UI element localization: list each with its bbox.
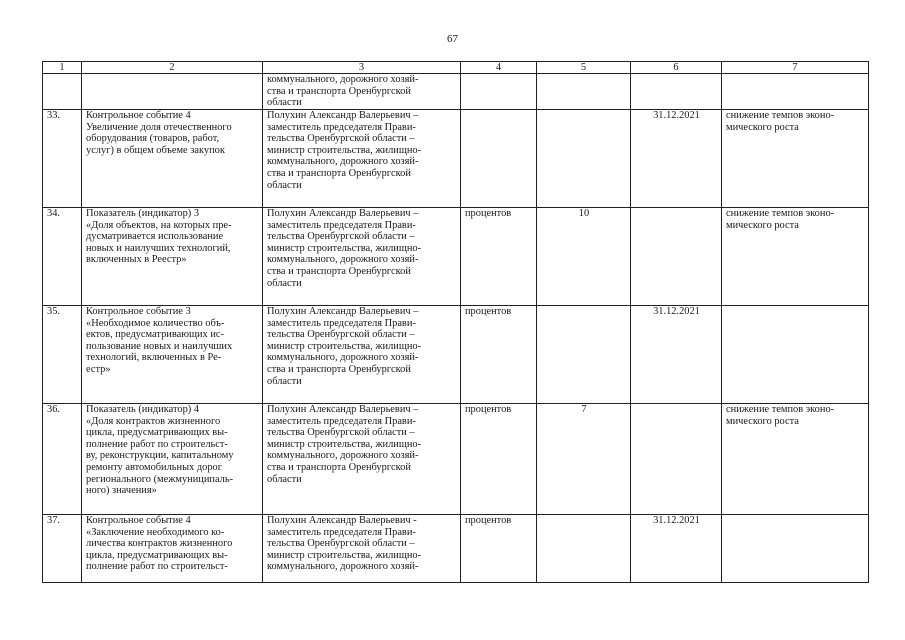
event-cell: Показатель (индикатор) 4 «Доля контрактов жизненного цикла, предусматривающих вы- полнение работ по строительст- ву, реконструкции, капитальному ремонту автомобильных дорог регионального (межмуниципаль- ного) значения» <box>82 404 263 515</box>
value-cell <box>537 515 631 583</box>
table-row <box>43 110 869 208</box>
header-row <box>43 62 869 74</box>
value-cell <box>537 74 631 110</box>
table-header <box>43 62 869 74</box>
row-number: 37. <box>43 515 82 583</box>
table-row <box>43 306 869 404</box>
row-number <box>43 74 82 110</box>
responsible-cell: Полухин Александр Валерьевич - заместитель председателя Прави- тельства Оренбургской области – министр строительства, жилищно- коммунального, дорожного хозяй- <box>263 515 461 583</box>
table-row <box>43 404 869 515</box>
event-cell: Контрольное событие 4 «Заключение необходимого ко- личества контрактов жизненного цикла, предусматривающих вы- полнение работ по строительст- <box>82 515 263 583</box>
value-cell: 10 <box>537 208 631 306</box>
row-number: 34. <box>43 208 82 306</box>
event-cell: Контрольное событие 3 «Необходимое количество объ- ектов, предусматривающих ис- пользование новых и наилучших технологий, включенных в Ре- естр» <box>82 306 263 404</box>
date-cell: 31.12.2021 <box>631 306 722 404</box>
unit-cell: процентов <box>461 515 537 583</box>
risk-cell: снижение темпов эконо- мического роста <box>722 110 869 208</box>
table-body <box>43 74 869 583</box>
row-number: 36. <box>43 404 82 515</box>
responsible-cell: Полухин Александр Валерьевич – заместитель председателя Прави- тельства Оренбургской области – министр строительства, жилищно- коммунального, дорожного хозяй- ства и транспорта Оренбургской области <box>263 306 461 404</box>
header-col-6: 6 <box>631 62 722 74</box>
unit-cell: процентов <box>461 404 537 515</box>
table-row <box>43 74 869 110</box>
value-cell <box>537 110 631 208</box>
date-cell: 31.12.2021 <box>631 515 722 583</box>
responsible-cell: Полухин Александр Валерьевич – заместитель председателя Прави- тельства Оренбургской области – министр строительства, жилищно- коммунального, дорожного хозяй- ства и транспорта Оренбургской области <box>263 208 461 306</box>
row-number: 33. <box>43 110 82 208</box>
event-cell: Показатель (индикатор) 3 «Доля объектов, на которых пре- дусматривается использование новых и наилучших технологий, включенных в Реестр» <box>82 208 263 306</box>
responsible-cell: Полухин Александр Валерьевич – заместитель председателя Прави- тельства Оренбургской области – министр строительства, жилищно- коммунального, дорожного хозяй- ства и транспорта Оренбургской области <box>263 404 461 515</box>
header-col-2: 2 <box>82 62 263 74</box>
header-col-7: 7 <box>722 62 869 74</box>
unit-cell: процентов <box>461 208 537 306</box>
date-cell <box>631 208 722 306</box>
row-number: 35. <box>43 306 82 404</box>
page-number: 67 <box>447 33 458 45</box>
date-cell <box>631 404 722 515</box>
header-col-5: 5 <box>537 62 631 74</box>
risk-cell <box>722 515 869 583</box>
table-row <box>43 515 869 583</box>
responsible-cell: коммунального, дорожного хозяй- ства и транспорта Оренбургской области <box>263 74 461 110</box>
date-cell <box>631 74 722 110</box>
date-cell: 31.12.2021 <box>631 110 722 208</box>
risk-cell: снижение темпов эконо- мического роста <box>722 208 869 306</box>
unit-cell: процентов <box>461 306 537 404</box>
risk-cell: снижение темпов эконо- мического роста <box>722 404 869 515</box>
responsible-cell: Полухин Александр Валерьевич – заместитель председателя Прави- тельства Оренбургской области – министр строительства, жилищно- коммунального, дорожного хозяй- ства и транспорта Оренбургской области <box>263 110 461 208</box>
event-cell: Контрольное событие 4 Увеличение доля отечественного оборудования (товаров, работ, услуг) в общем объеме закупок <box>82 110 263 208</box>
value-cell <box>537 306 631 404</box>
risk-cell <box>722 306 869 404</box>
table-row <box>43 208 869 306</box>
event-cell <box>82 74 263 110</box>
unit-cell <box>461 110 537 208</box>
header-col-3: 3 <box>263 62 461 74</box>
document-table <box>42 61 869 583</box>
risk-cell <box>722 74 869 110</box>
header-col-4: 4 <box>461 62 537 74</box>
unit-cell <box>461 74 537 110</box>
value-cell: 7 <box>537 404 631 515</box>
header-col-1: 1 <box>43 62 82 74</box>
